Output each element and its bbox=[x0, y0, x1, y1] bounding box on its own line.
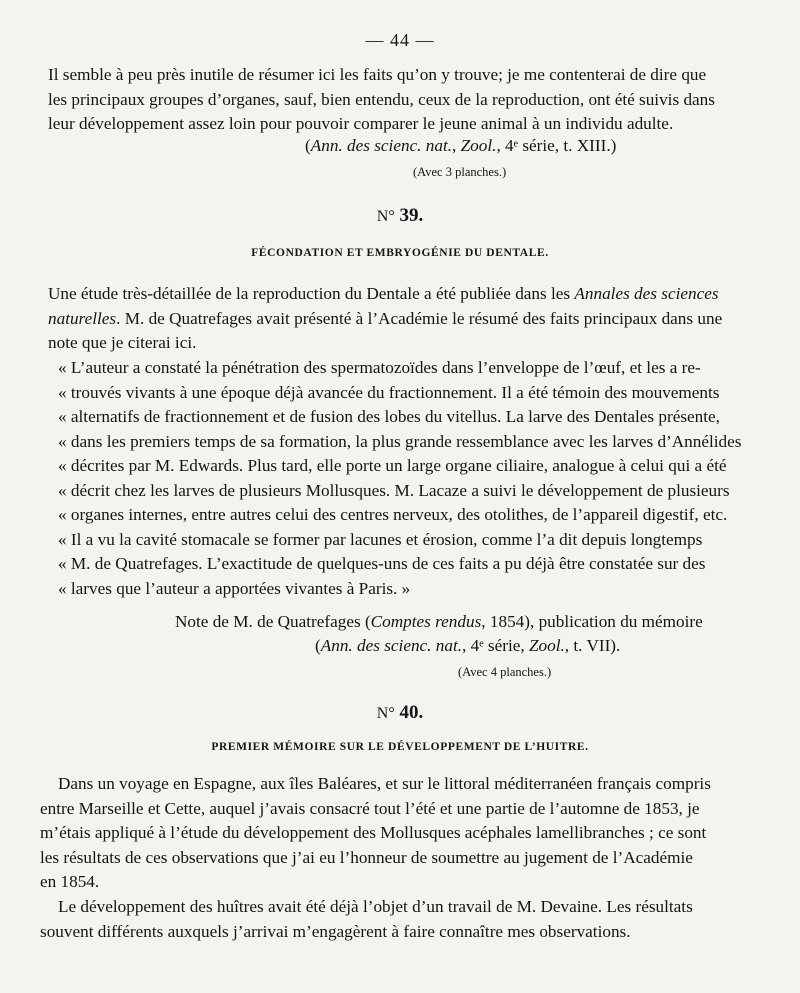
section-paragraph bbox=[40, 772, 760, 895]
text-line: entre Marseille et Cette, auquel j’avais consacré tout l’été et une partie de l’automne de 1853, je bbox=[40, 798, 700, 818]
intro-paragraph bbox=[48, 63, 758, 137]
quote-line: « dans les premiers temps de sa formation, la plus grande ressemblance avec les larves d’Annélides bbox=[58, 431, 742, 451]
text-line: Il semble à peu près inutile de résumer ici les faits qu’on y trouve; je me contenterai de dire que bbox=[48, 65, 707, 84]
text-line: note que je citerai ici. bbox=[48, 333, 197, 352]
quotation-block bbox=[58, 356, 758, 601]
quote-line: « L’auteur a constaté la pénétration des spermatozoïdes dans l’enveloppe de l’œuf, et les a re- bbox=[58, 358, 701, 377]
quote-line: « décrit chez les larves de plusieurs Mollusques. M. Lacaze a suivi le développement de plusieurs bbox=[58, 480, 730, 500]
section-title: Zool. bbox=[460, 136, 497, 155]
text-line: m’étais appliqué à l’étude du développement des Mollusques acéphales lamellibranches ; ce sont bbox=[40, 823, 707, 842]
plates-note: (Avec 3 planches.) bbox=[413, 165, 507, 179]
text-line: en 1854. bbox=[40, 872, 100, 891]
text-line: Dans un voyage en Espagne, aux îles Baléares, et sur le littoral méditerranéen français compris bbox=[58, 774, 711, 793]
quote-line: « M. de Quatrefages. L’exactitude de quelques-uns de ces faits a pu déjà être constatée sur des bbox=[58, 554, 706, 573]
page-number: — 44 — bbox=[365, 30, 435, 50]
entry-number: N° 39. bbox=[376, 205, 424, 226]
text-line: les résultats de ces observations que j’ai eu l’honneur de soumettre au jugement de l’Académie bbox=[40, 847, 693, 867]
quote-line: « Il a vu la cavité stomacale se former par lacunes et érosion, comme l’a dit depuis longtemps bbox=[58, 529, 703, 549]
text-line: Une étude très-détaillée de la reproduction du Dentale a été publiée dans les Annales des sciences bbox=[48, 284, 719, 303]
section-heading: PREMIER MÉMOIRE SUR LE DÉVELOPPEMENT DE L’HUITRE. bbox=[211, 741, 589, 753]
text-line: souvent différents auxquels j’arrivai m’engagèrent à faire connaître mes observations. bbox=[40, 921, 631, 941]
quote-line: « larves que l’auteur a apportées vivantes à Paris. » bbox=[58, 578, 411, 598]
note-citation: Note de M. de Quatrefages (Comptes rendus, 1854), publication du mémoire bbox=[175, 612, 703, 631]
text-line: naturelles. M. de Quatrefages avait présenté à l’Académie le résumé des faits principaux dans une bbox=[48, 308, 723, 328]
plates-note: (Avec 4 planches.) bbox=[458, 665, 552, 679]
section-paragraph bbox=[40, 895, 760, 944]
journal-title: Ann. des scienc. nat. bbox=[310, 136, 453, 155]
entry-number: N° 40. bbox=[376, 702, 424, 723]
text-line: les principaux groupes d’organes, sauf, bien entendu, ceux de la reproduction, ont été suivis dans bbox=[48, 89, 715, 109]
quote-line: « organes internes, entre autres celui des centres nerveux, des otolithes, de l’appareil digestif, etc. bbox=[58, 505, 728, 524]
quote-line: « décrites par M. Edwards. Plus tard, elle porte un large organe ciliaire, analogue à celui qui a été bbox=[58, 456, 727, 475]
reference-citation: (Ann. des scienc. nat., Zool., 4ᵉ série, t. XIII.) bbox=[305, 136, 617, 155]
quote-line: « trouvés vivants à une époque déjà avancée du fractionnement. Il a été témoin des mouvements bbox=[58, 382, 720, 402]
quote-line: « alternatifs de fractionnement et de fusion des lobes du vitellus. La larve des Dentales présente, bbox=[58, 407, 720, 426]
section-heading: FÉCONDATION ET EMBRYOGÉNIE DU DENTALE. bbox=[251, 247, 549, 259]
text-line: leur développement assez loin pour pouvoir comparer le jeune animal à un individu adulte. bbox=[48, 114, 674, 133]
text-line: Le développement des huîtres avait été déjà l’objet d’un travail de M. Devaine. Les résultats bbox=[58, 897, 693, 916]
section-paragraph bbox=[48, 282, 758, 356]
reference-citation: (Ann. des scienc. nat., 4ᵉ série, Zool., t. VII). bbox=[315, 636, 621, 655]
